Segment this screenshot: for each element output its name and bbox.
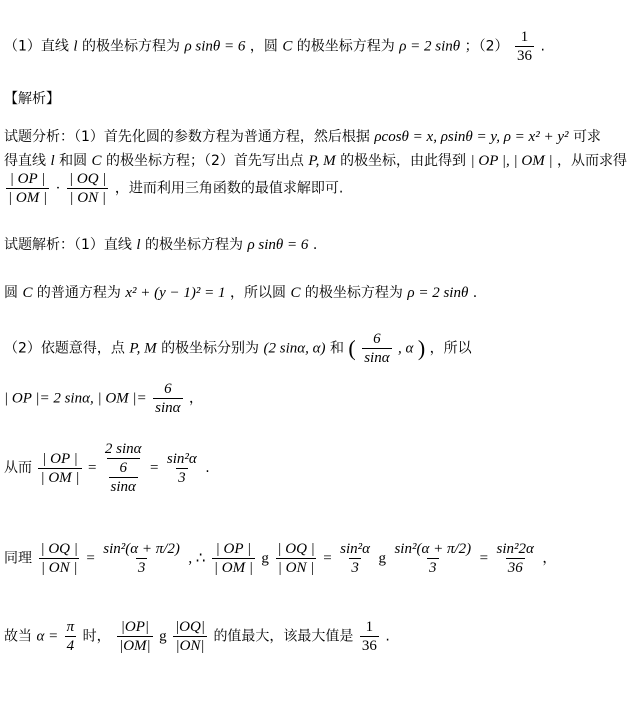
solution-text-1a: 试题解析：（1）直线 — [4, 237, 132, 253]
equals-sign: = — [323, 550, 332, 567]
analysis-math-1: ρcosθ = x, ρsinθ = y, ρ = x² + y² — [374, 129, 569, 145]
solution-text-7c: 的值最大，该最大值是 — [213, 628, 354, 645]
analysis-fraction-1 — [6, 170, 49, 207]
solution-end-1: . — [312, 237, 318, 253]
fraction-den: | ON | — [277, 560, 315, 576]
equals-sign: = — [150, 460, 159, 476]
analysis-fraction-2 — [67, 170, 108, 207]
fraction-den: 36 — [361, 638, 377, 654]
solution-text-6a: 同理 — [4, 550, 32, 567]
therefore-symbol: , ∴ — [188, 550, 206, 567]
solution-text-5a: 从而 — [4, 460, 32, 476]
equals-sign: = — [86, 550, 95, 567]
answer-line — [4, 28, 545, 65]
operator-glyph: g — [378, 550, 386, 567]
solution-end-3: ，所以 — [429, 340, 472, 357]
solution-line-3 — [4, 330, 472, 367]
solution-coord-M-frac — [362, 330, 391, 367]
fraction-den: | ON | — [40, 560, 78, 576]
solution-coord-P: (2 sinα, α) — [263, 340, 326, 357]
fraction-den: sinα — [155, 400, 181, 416]
operator-glyph: g — [159, 628, 167, 645]
fraction-num: sin²(α + π/2) — [394, 541, 472, 557]
fraction-num: sin²2α — [496, 541, 534, 557]
solution-var-C-2: C — [290, 285, 301, 301]
solution-eq-circle-polar: ρ = 2 sinθ — [407, 285, 469, 301]
solution-fraction-OM — [153, 380, 182, 417]
solution-result-5 — [165, 450, 199, 487]
analysis-text-2b: 和圆 — [59, 153, 88, 169]
var-C: C — [282, 38, 293, 55]
fraction-num: | OQ | — [68, 171, 107, 187]
analysis-points: P, M — [308, 153, 336, 169]
fraction-num: | OQ | — [277, 541, 315, 557]
solution-text-7b: 时， — [82, 628, 111, 645]
solution-text-7a: 故当 — [4, 628, 32, 645]
solution-line-2 — [4, 282, 477, 302]
analysis-line-2 — [4, 150, 627, 170]
solution-var-l: l — [136, 237, 141, 253]
analysis-var-C: C — [91, 153, 102, 169]
fraction-num: sin²(α + π/2) — [103, 541, 180, 557]
analysis-text-1: 试题分析：（1）首先化圆的参数方程为普通方程，然后根据 — [4, 129, 370, 145]
solution-line-6 — [4, 540, 556, 577]
fraction-den: | OM | — [40, 469, 80, 486]
solution-text-2d: 的极坐标方程为 — [304, 285, 403, 301]
solution-product-p1 — [338, 540, 372, 577]
fraction-den: sinα — [110, 479, 136, 495]
analysis-line-3 — [4, 170, 343, 207]
section-header: 【解析】 — [4, 91, 60, 107]
fraction-den: |OM| — [119, 638, 151, 654]
solution-text-3b: 的极坐标分别为 — [161, 340, 260, 357]
answer-fraction-num: 1 — [520, 29, 529, 45]
solution-compound-fraction — [103, 440, 144, 496]
analysis-line-1 — [4, 126, 601, 146]
solution-coord-M-tail: , α — [398, 340, 414, 357]
answer-part5: ；（2） — [464, 38, 509, 55]
paren-open: ( — [348, 335, 356, 361]
solution-sin-shift — [101, 540, 182, 577]
inner-fraction — [109, 459, 138, 496]
solution-eq-line: ρ sinθ = 6 — [247, 237, 309, 253]
answer-part4: 的极坐标方程为 — [296, 38, 395, 55]
fraction-num: |OQ| — [175, 619, 205, 635]
solution-ratio-OQ-ON — [38, 540, 79, 577]
fraction-num: | OP | — [9, 171, 46, 187]
operator-glyph: g — [261, 550, 269, 567]
fraction-den: 3 — [137, 560, 146, 576]
solution-eq-circle-cartesian: x² + (y − 1)² = 1 — [125, 285, 226, 301]
solution-product-f2 — [275, 540, 316, 577]
solution-max-value — [360, 618, 379, 655]
solution-product-f1 — [212, 540, 255, 577]
solution-text-3a: （2）依题意得，点 — [4, 340, 125, 357]
fraction-num: sin²α — [166, 450, 197, 467]
solution-abs-values: | OP |= 2 sinα, | OM |= — [4, 390, 147, 407]
solution-text-2a: 圆 — [4, 285, 18, 301]
solution-text-and: 和 — [329, 340, 344, 357]
solution-result-6 — [495, 540, 536, 577]
answer-part3: ，圆 — [249, 38, 278, 55]
answer-fraction-den: 36 — [517, 48, 533, 64]
fraction-num: 6 — [164, 381, 172, 397]
answer-end: . — [540, 38, 545, 55]
answer-part1: （1）直线 — [4, 38, 69, 55]
dot-operator: · — [55, 180, 61, 197]
solution-end-7: . — [385, 628, 390, 645]
fraction-num: sin²α — [340, 541, 371, 557]
solution-text-2b: 的普通方程为 — [36, 285, 121, 301]
eq-circle: ρ = 2 sinθ — [399, 38, 461, 55]
fraction-den — [107, 458, 140, 496]
fraction-num: 1 — [365, 619, 374, 635]
var-l: l — [73, 38, 78, 55]
fraction-den: 4 — [66, 638, 75, 654]
solution-end-2: . — [472, 285, 478, 301]
solution-pi-over-4 — [65, 618, 77, 655]
fraction-num: |OP| — [120, 619, 149, 635]
answer-fraction — [515, 28, 534, 65]
paren-close: ) — [417, 335, 426, 361]
analysis-text-2d: 的极坐标，由此得到 — [340, 153, 467, 169]
solution-end-5: . — [205, 460, 210, 476]
solution-final-f2 — [173, 618, 207, 655]
solution-points: P, M — [129, 340, 157, 357]
solution-end-6: ， — [542, 550, 557, 567]
fraction-num: π — [66, 619, 75, 635]
analysis-text-2a: 得直线 — [4, 153, 46, 169]
analysis-text-2c: 的极坐标方程；（2）首先写出点 — [106, 153, 304, 169]
alpha-equals: α = — [36, 628, 59, 645]
equals-sign: = — [479, 550, 489, 567]
solution-final-f1 — [117, 618, 153, 655]
answer-part2: 的极坐标方程为 — [82, 38, 180, 55]
analysis-text-2e: ，从而求得 — [557, 153, 628, 169]
fraction-num: | OQ | — [40, 541, 78, 557]
fraction-num: | OP | — [42, 450, 78, 467]
eq-line: ρ sinθ = 6 — [184, 38, 246, 55]
solution-text-2c: ，所以圆 — [230, 285, 286, 301]
fraction-den: 3 — [178, 469, 186, 486]
solution-line-1 — [4, 234, 317, 254]
solution-product-p2 — [392, 540, 473, 577]
fraction-num: 6 — [373, 331, 381, 347]
fraction-den: sinα — [364, 350, 390, 366]
solution-line-5 — [4, 440, 210, 496]
analysis-end-1: 可求 — [572, 129, 601, 145]
analysis-abs: | OP |, | OM | — [470, 153, 553, 169]
fraction-den: 3 — [429, 560, 437, 576]
solution-end-4: ， — [188, 390, 203, 407]
solution-line-4 — [4, 380, 203, 417]
fraction-num: 6 — [119, 460, 127, 476]
solution-line-7 — [4, 618, 390, 655]
equals-sign: = — [87, 460, 97, 476]
fraction-den: |ON| — [175, 638, 205, 654]
analysis-var-l: l — [50, 153, 55, 169]
solution-text-1b: 的极坐标方程为 — [145, 237, 243, 253]
fraction-num: | OP | — [215, 541, 252, 557]
fraction-den: 3 — [351, 560, 359, 576]
solution-ratio-OP-OM — [38, 450, 81, 487]
fraction-den: | ON | — [69, 190, 106, 206]
fraction-num: 2 sinα — [104, 441, 142, 457]
solution-var-C: C — [22, 285, 33, 301]
fraction-den: | OM | — [8, 190, 48, 206]
analysis-text-3: ，进而利用三角函数的最值求解即可. — [114, 180, 344, 197]
fraction-den: | OM | — [213, 560, 253, 576]
fraction-den: 36 — [507, 560, 523, 576]
